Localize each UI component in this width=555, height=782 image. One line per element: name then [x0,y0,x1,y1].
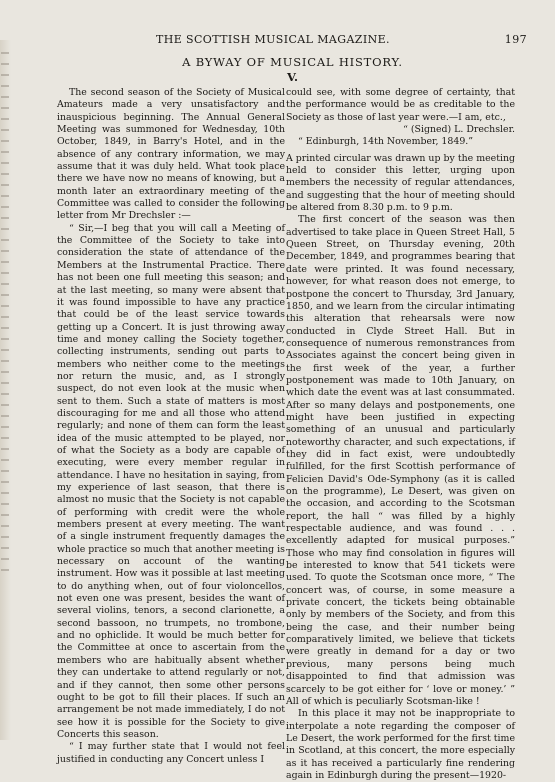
letter-dateline: “ Edinburgh, 14th November, 1849.” [298,136,474,148]
magazine-title: THE SCOTTISH MUSICAL MAGAZINE. [156,33,390,46]
paragraph: The first concert of the season was then advertised to take place in Queen Street Hall, 5 Queen Street, on Thursday evening, 20th December, 1849, and programmes bearing that date were printed. It was found necessary, however, for what reason does not emerge, to postpone the concert to Thursday, 3rd January, 1850, and we learn from the circular intimating this alteration that rehearsals were now conducted in Clyde Street Hall. But in consequence of numerous remonstrances from Associates against the concert being given in the first week of the year, a further postponement was made to 10th January, on which date the event was at last consummated. After so many delays and postponements, one might have been justified in expecting something of an unusual and particularly noteworthy character, and such expectations, if they did in fact exist, were undoubtedly fulfilled, for the first Scottish performance of Felicien David's Ode-Symphony (as it is called on the programme), Le Desert, was given on the occasion, and according to the Scotsman report, the hall “ was filled by a highly respectable audience, and was found . . . excellently adapted for musical purposes.” Those who may find consolation in figures will be interested to know that 541 tickets were used. To quote the Scotsman once more, “ The concert was, of course, in some measure a private concert, the tickets being obtainable only by members of the Society, and from this being the case, and their number being comparatively limited, we believe that tickets were greatly in demand for a day or two previous, many persons being much disappointed to find that admission was scarcely to be got either for ‘ love or money.’ ” All of which is peculiarly Scotsman-like ! [286,214,515,707]
paragraph: The second season of the Society of Musical Amateurs made a very unsatisfactory and inauspicious beginning. The Annual General Meeting was summoned for Wednesday, 10th October, 1849, in Barry's Hotel, and in the absence of any contrary information, we may assume that it was duly held. What took place there we have now no means of knowing, but a month later an extraordinary meeting of the Committee was called to consider the following letter from Mr Drechsler :— [57,87,285,222]
paragraph: A printed circular was drawn up by the meeting held to consider this letter, urging upon members the necessity of regular attendances, and suggesting that the hour of meeting should be altered from 8.30 p.m. to 9 p.m. [286,152,515,214]
page-number: 197 [504,33,527,46]
right-column [286,87,515,782]
article-title: A BYWAY OF MUSICAL HISTORY. [182,55,403,69]
left-column [57,87,285,766]
running-header [58,33,527,49]
article-part-number: V. [287,70,298,84]
letter-ending: could see, with some degree of certainty, that the performance would be as creditable to the Society as those of last year were.—I am, etc., [286,87,515,123]
adjacent-page-text-edge [0,52,11,580]
letter-paragraph: “ Sir,—I beg that you will call a Meeting of the Committee of the Society to take into consideration the state of attendance of the Members at the Instrumental Practice. There has not been one full meeting this season; and at the last meeting, so many were absent that it was found impossible to have any practice that could be of the least service towards getting up a Concert. It is just throwing away time and money calling the Society together, collecting instruments, sending out parts to members who neither come to the meetings nor return the music, and, as I strongly suspect, do not even look at the music when sent to them. Such a state of matters is most discouraging for me and all those who attend regularly; and none of them can form the least idea of the music attempted to be played, nor of what the Society as a body are capable of executing, were every member regular in attendance. I have no hesitation in saying, from my experience of last season, that there is almost no music that the Society is not capable of performing with credit were the whole members present at every meeting. The want of a single instrument frequently damages the whole practice so much that another meeting is necessary on account of the wanting instrument. How was it possible at last meeting to do anything when, out of four violoncellos, not even one was present, besides the want of several violins, tenors, a second clarionette, a second bassoon, no trumpets, no trombone, and no ophiclide. It would be much better for the Committee at once to ascertain from the members who are habitually absent whether they can undertake to attend regularly or not, and if they cannot, then some other persons ought to be got to fill their places. If such an arrangement be not made immediately, I do not see how it is possible for the Society to give Concerts this season. [57,222,285,740]
paragraph: In this place it may not be inappropriate to interpolate a note regarding the composer of Le Desert, the work performed for the first time in Scotland, at this concert, the more especially as it has received a particularly fine rendering again in Edinburgh during the present—1920- [286,708,515,781]
letter-paragraph: “ I may further state that I would not feel justified in conducting any Concert unless I [57,741,285,765]
letter-signature: “ (Signed) L. Drechsler. [403,124,515,136]
